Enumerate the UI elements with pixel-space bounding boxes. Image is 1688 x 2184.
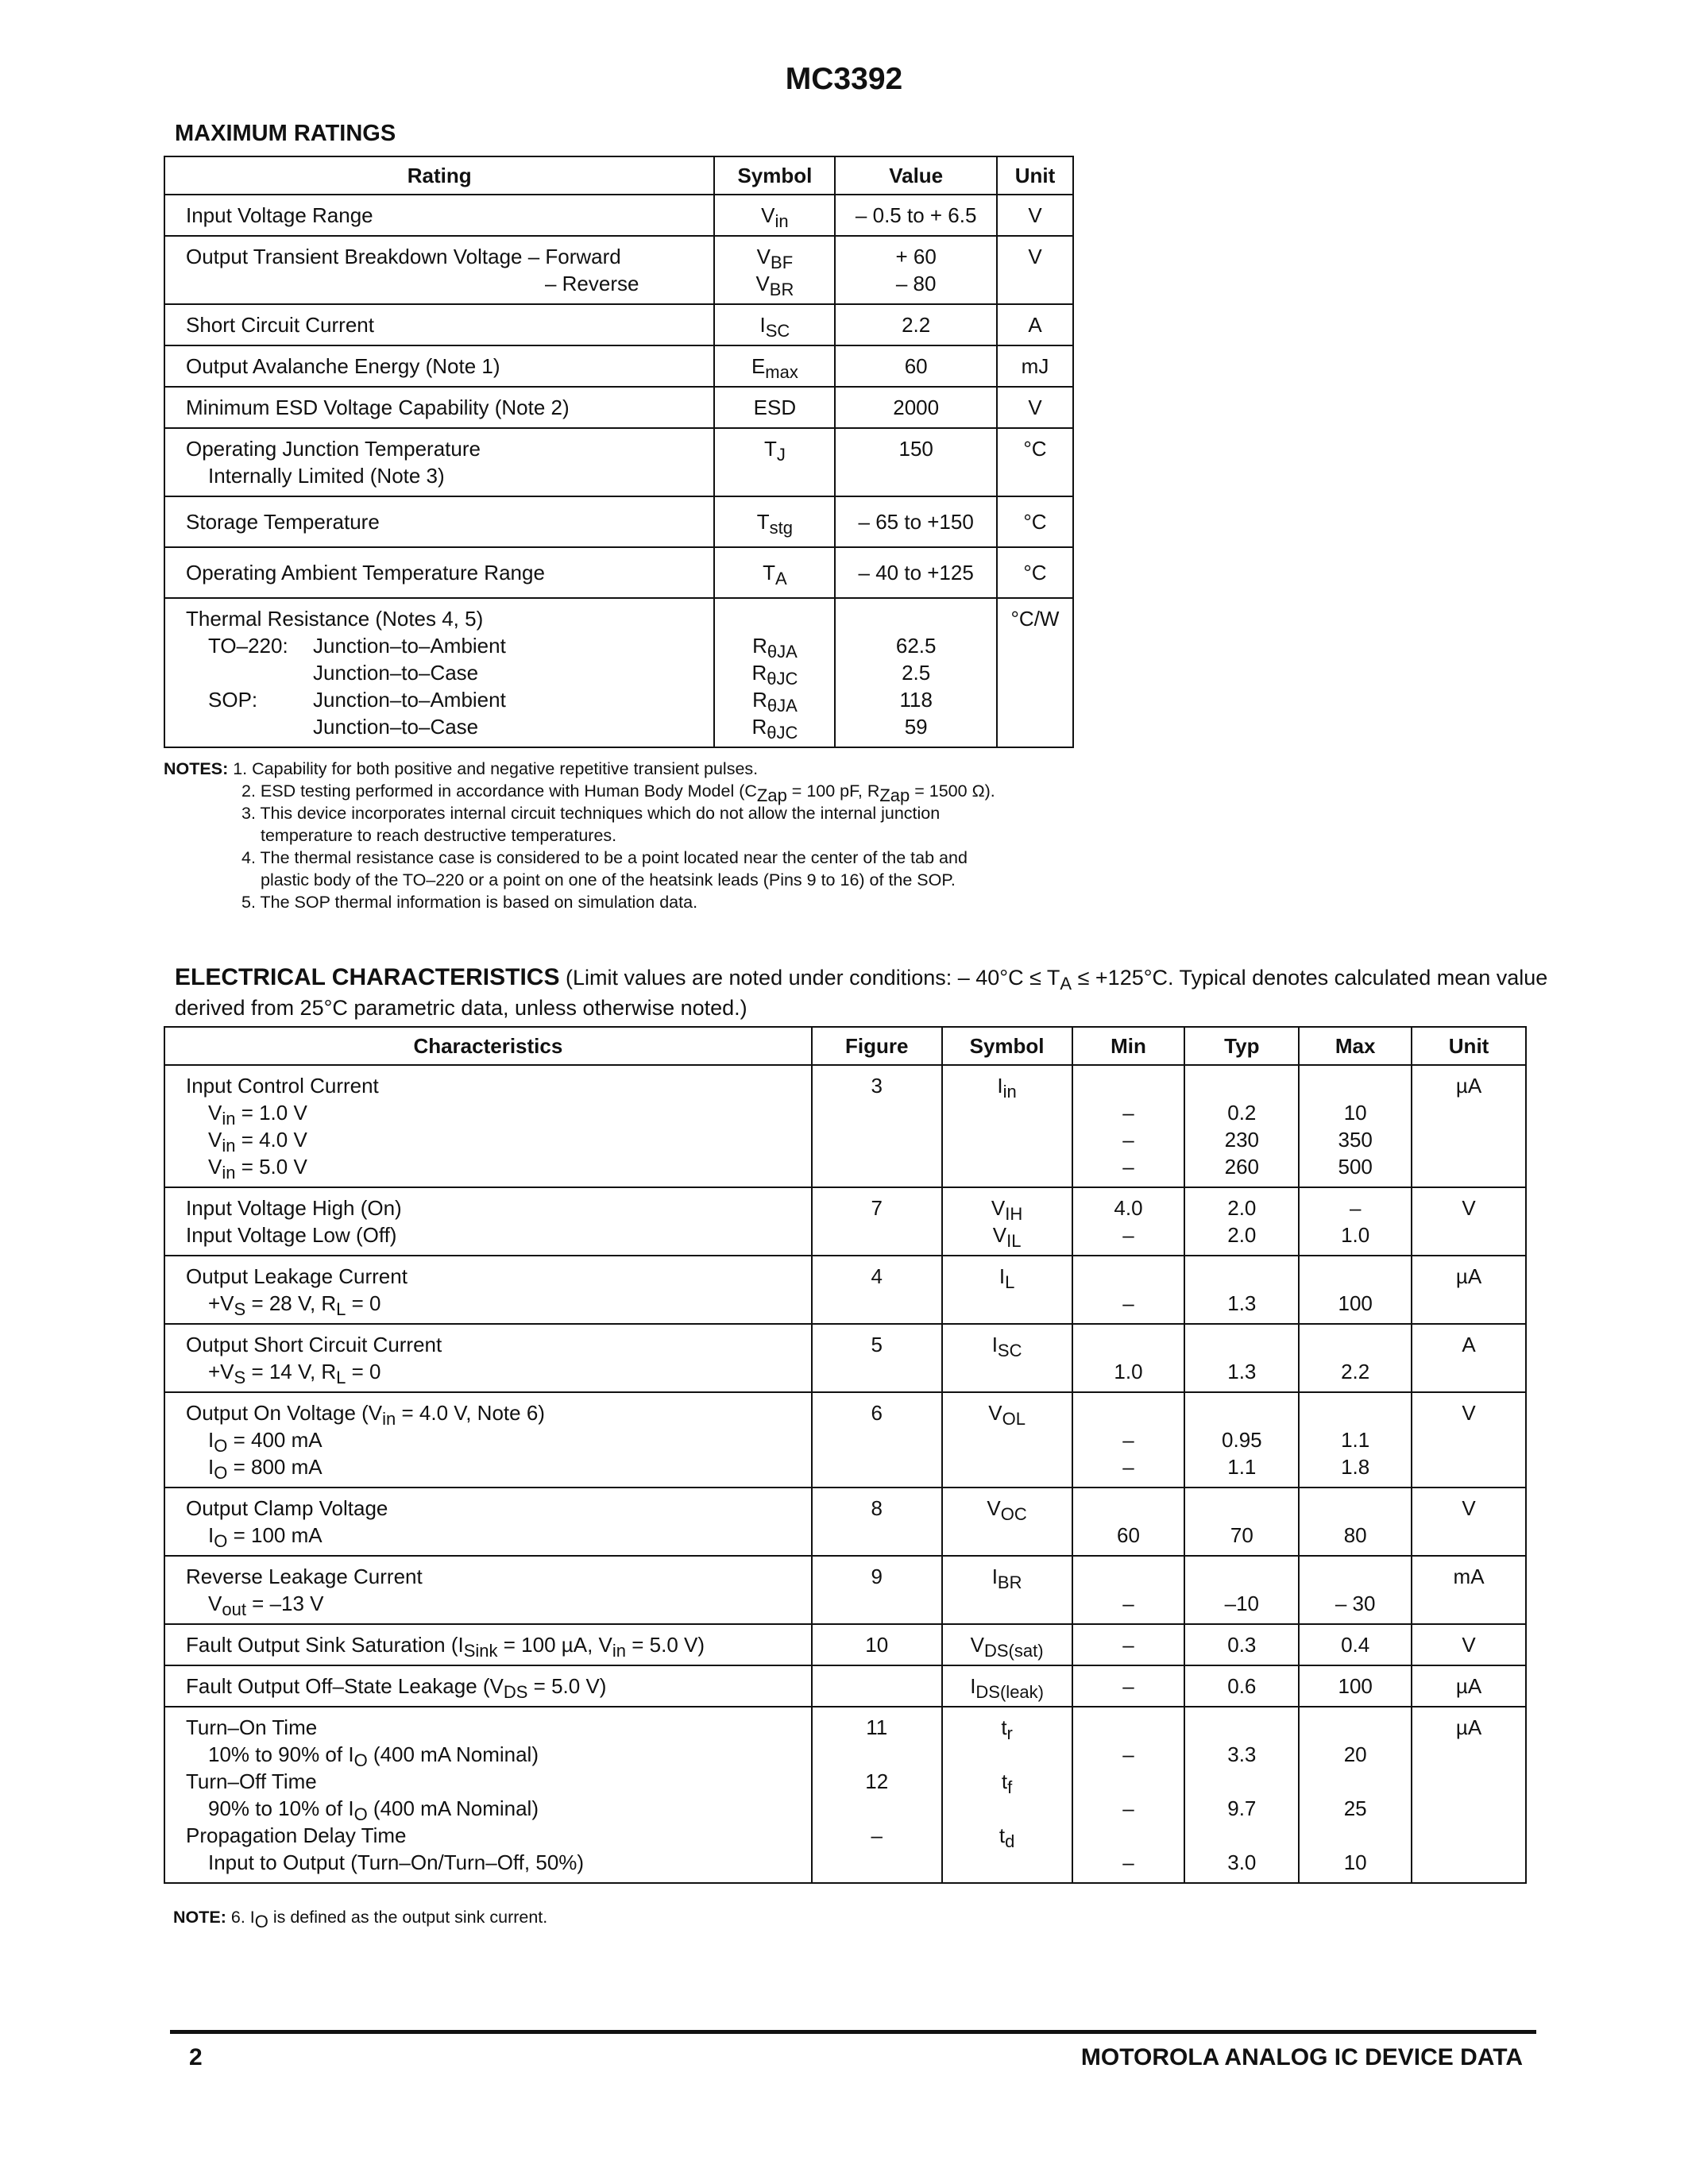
table-row (164, 428, 1073, 496)
table-row (164, 547, 1073, 598)
typ-cell: 0.3 (1184, 1624, 1299, 1665)
typ-cell: 3.3 9.7 3.0 (1184, 1707, 1299, 1883)
table-row (164, 1392, 1526, 1488)
typ-cell: –10 (1184, 1556, 1299, 1624)
value-cell: – 0.5 to + 6.5 (835, 195, 997, 236)
table-row (164, 1665, 1526, 1707)
rating-cell: Operating Ambient Temperature Range (164, 547, 714, 598)
unit-cell: °C (997, 428, 1073, 496)
symbol-cell: $V_{IH}$ $V_{IL}$ (942, 1187, 1072, 1256)
electrical-characteristics-table (164, 1026, 1527, 1884)
max-ratings-notes: NOTES: 1. Capability for both positive and negative repetitive transient pulses. 2. ESD testing performed in accordance with Human Body Model ($C_{Zap} = 100$ pF, $R_{Zap} = 1500$ Ω). 3. This device incorporates internal circuit techniques which do not allow the internal junction temperature to reach destructive temperatures. 4. The thermal resistance case is considered to be a point located near the center of the tab and plastic body of the TO–220 or a point on one of the heatsink leads (Pins 9 to 16) of the SOP. 5. The SOP thermal information is based on simulation data. (164, 759, 995, 912)
characteristic-cell: Output Short Circuit Current $+V_S = 14$ V, $R_L = 0$ (164, 1324, 812, 1392)
figure-cell: 9 (812, 1556, 942, 1624)
unit-cell: mA (1412, 1556, 1526, 1624)
min-cell: 60 (1072, 1488, 1185, 1556)
unit-cell: V (1412, 1187, 1526, 1256)
min-cell: 1.0 (1072, 1324, 1185, 1392)
table-row (164, 387, 1073, 428)
table-row (164, 236, 1073, 304)
max-cell: 100 (1299, 1665, 1412, 1707)
table-row-thermal (164, 598, 1073, 747)
electrical-note: NOTE: 6. $I_O$ is defined as the output sink current. (173, 1908, 548, 1931)
page-number: 2 (189, 2044, 203, 2070)
characteristic-cell: Fault Output Sink Saturation ($I_{Sink} = 100$ µA, $V_{in} = 5.0$ V) (164, 1624, 812, 1665)
characteristic-cell: Output Leakage Current $+V_S = 28$ V, $R_L = 0$ (164, 1256, 812, 1324)
rating-cell: Operating Junction Temperature Internally Limited (Note 3) (164, 428, 714, 496)
rating-cell: Output Avalanche Energy (Note 1) (164, 345, 714, 387)
figure-cell: 8 (812, 1488, 942, 1556)
figure-cell: 5 (812, 1324, 942, 1392)
table-row (164, 1488, 1526, 1556)
column-header: Symbol (714, 156, 835, 195)
typ-cell: 0.95 1.1 (1184, 1392, 1299, 1488)
symbol-cell: $V_{DS(sat)}$ (942, 1624, 1072, 1665)
column-header: Characteristics (164, 1027, 812, 1065)
column-header: Figure (812, 1027, 942, 1065)
typ-cell: 70 (1184, 1488, 1299, 1556)
min-cell: – (1072, 1556, 1185, 1624)
value-cell: 2.2 (835, 304, 997, 345)
column-header: Max (1299, 1027, 1412, 1065)
figure-cell: 6 (812, 1392, 942, 1488)
figure-cell (812, 1665, 942, 1707)
rating-cell: Storage Temperature (164, 496, 714, 547)
table-row (164, 1256, 1526, 1324)
rating-cell: Short Circuit Current (164, 304, 714, 345)
symbol-cell: $R_{\theta JA}$ $R_{\theta JC}$ $R_{\theta JA}$ $R_{\theta JC}$ (714, 598, 835, 747)
max-cell: 20 25 10 (1299, 1707, 1412, 1883)
unit-cell: A (1412, 1324, 1526, 1392)
symbol-cell: $I_{BR}$ (942, 1556, 1072, 1624)
min-cell: – – – (1072, 1707, 1185, 1883)
unit-cell: V (997, 195, 1073, 236)
min-cell: – – (1072, 1392, 1185, 1488)
rating-cell: Thermal Resistance (Notes 4, 5) TO–220: Junction–to–Ambient Junction–to–Case SOP: Junction–to–Ambient Junction–to–Case (164, 598, 714, 747)
value-cell: – 40 to +125 (835, 547, 997, 598)
unit-cell: mJ (997, 345, 1073, 387)
figure-cell: 3 (812, 1065, 942, 1187)
rating-cell: Output Transient Breakdown Voltage – Forward – Reverse (164, 236, 714, 304)
characteristic-cell: Output On Voltage ($V_{in} = 4.0$ V, Note 6) $I_O = 400$ mA $I_O = 800$ mA (164, 1392, 812, 1488)
max-ratings-heading: MAXIMUM RATINGS (175, 121, 396, 146)
unit-cell: V (997, 236, 1073, 304)
characteristic-cell: Input Control Current $V_{in} = 1.0$ V $V_{in} = 4.0$ V $V_{in} = 5.0$ V (164, 1065, 812, 1187)
symbol-cell: $T_J$ (714, 428, 835, 496)
figure-cell: 7 (812, 1187, 942, 1256)
max-cell: 10 350 500 (1299, 1065, 1412, 1187)
symbol-cell: $V_{OL}$ (942, 1392, 1072, 1488)
column-header: Unit (1412, 1027, 1526, 1065)
value-cell: 150 (835, 428, 997, 496)
unit-cell: °C/W (997, 598, 1073, 747)
typ-cell: 1.3 (1184, 1256, 1299, 1324)
value-cell: 62.5 2.5 118 59 (835, 598, 997, 747)
typ-cell: 0.2 230 260 (1184, 1065, 1299, 1187)
symbol-cell: $I_{SC}$ (714, 304, 835, 345)
unit-cell: V (997, 387, 1073, 428)
column-header: Value (835, 156, 997, 195)
value-cell: + 60 – 80 (835, 236, 997, 304)
table-row (164, 1065, 1526, 1187)
value-cell: 60 (835, 345, 997, 387)
unit-cell: °C (997, 547, 1073, 598)
typ-cell: 2.0 2.0 (1184, 1187, 1299, 1256)
table-row (164, 496, 1073, 547)
characteristic-cell: Input Voltage High (On) Input Voltage Low (Off) (164, 1187, 812, 1256)
table-row (164, 345, 1073, 387)
column-header: Min (1072, 1027, 1185, 1065)
characteristic-cell: Reverse Leakage Current $V_{out} = -13$ V (164, 1556, 812, 1624)
min-cell: – – – (1072, 1065, 1185, 1187)
unit-cell: V (1412, 1488, 1526, 1556)
footer-brand: MOTOROLA ANALOG IC DEVICE DATA (1080, 2044, 1523, 2070)
min-cell: – (1072, 1624, 1185, 1665)
characteristic-cell: Output Clamp Voltage $I_O = 100$ mA (164, 1488, 812, 1556)
min-cell: 4.0 – (1072, 1187, 1185, 1256)
column-header: Typ (1184, 1027, 1299, 1065)
symbol-cell: ESD (714, 387, 835, 428)
unit-cell: V (1412, 1392, 1526, 1488)
unit-cell: µA (1412, 1665, 1526, 1707)
min-cell: – (1072, 1665, 1185, 1707)
unit-cell: µA (1412, 1065, 1526, 1187)
table-row (164, 304, 1073, 345)
table-header-row (164, 1027, 1526, 1065)
document-title: MC3392 (785, 62, 903, 96)
unit-cell: °C (997, 496, 1073, 547)
max-cell: – 30 (1299, 1556, 1412, 1624)
table-row (164, 1556, 1526, 1624)
unit-cell: A (997, 304, 1073, 345)
footer-rule (170, 2030, 1536, 2034)
column-header: Unit (997, 156, 1073, 195)
typ-cell: 0.6 (1184, 1665, 1299, 1707)
table-row (164, 1324, 1526, 1392)
symbol-cell: $V_{OC}$ (942, 1488, 1072, 1556)
max-ratings-table (164, 156, 1074, 748)
rating-cell: Input Voltage Range (164, 195, 714, 236)
table-row (164, 1707, 1526, 1883)
symbol-cell: $T_A$ (714, 547, 835, 598)
symbol-cell: $I_{DS(leak)}$ (942, 1665, 1072, 1707)
max-cell: 2.2 (1299, 1324, 1412, 1392)
characteristic-cell: Fault Output Off–State Leakage ($V_{DS} = 5.0$ V) (164, 1665, 812, 1707)
figure-cell: 4 (812, 1256, 942, 1324)
symbol-cell: $I_{in}$ (942, 1065, 1072, 1187)
symbol-cell: $V_{BF}$ $V_{BR}$ (714, 236, 835, 304)
unit-cell: µA (1412, 1707, 1526, 1883)
value-cell: 2000 (835, 387, 997, 428)
max-cell: 0.4 (1299, 1624, 1412, 1665)
symbol-cell: $T_{stg}$ (714, 496, 835, 547)
symbol-cell: $I_L$ (942, 1256, 1072, 1324)
min-cell: – (1072, 1256, 1185, 1324)
max-cell: 100 (1299, 1256, 1412, 1324)
symbol-cell: $E_{max}$ (714, 345, 835, 387)
column-header: Rating (164, 156, 714, 195)
figure-cell: 11 12 – (812, 1707, 942, 1883)
figure-cell: 10 (812, 1624, 942, 1665)
unit-cell: V (1412, 1624, 1526, 1665)
table-row (164, 195, 1073, 236)
max-cell: 1.1 1.8 (1299, 1392, 1412, 1488)
characteristic-cell: Turn–On Time 10% to 90% of $I_O$ (400 mA Nominal) Turn–Off Time 90% to 10% of $I_O$ (400 mA Nominal) Propagation Delay Time Input to Output (Turn–On/Turn–Off, 50%) (164, 1707, 812, 1883)
max-cell: 80 (1299, 1488, 1412, 1556)
electrical-characteristics-heading: ELECTRICAL CHARACTERISTICS (Limit values are noted under conditions: – $40^\circ C \le T_A \le +125^\circ C$. Typical denotes calculated mean value derived from 25°C parametric data, unless otherwise noted.) (175, 964, 1548, 1020)
unit-cell: µA (1412, 1256, 1526, 1324)
max-cell: – 1.0 (1299, 1187, 1412, 1256)
table-header-row (164, 156, 1073, 195)
symbol-cell: $V_{in}$ (714, 195, 835, 236)
value-cell: – 65 to +150 (835, 496, 997, 547)
symbol-cell: $I_{SC}$ (942, 1324, 1072, 1392)
column-header: Symbol (942, 1027, 1072, 1065)
table-row (164, 1187, 1526, 1256)
symbol-cell: $t_r$ $t_f$ $t_d$ (942, 1707, 1072, 1883)
typ-cell: 1.3 (1184, 1324, 1299, 1392)
table-row (164, 1624, 1526, 1665)
rating-cell: Minimum ESD Voltage Capability (Note 2) (164, 387, 714, 428)
